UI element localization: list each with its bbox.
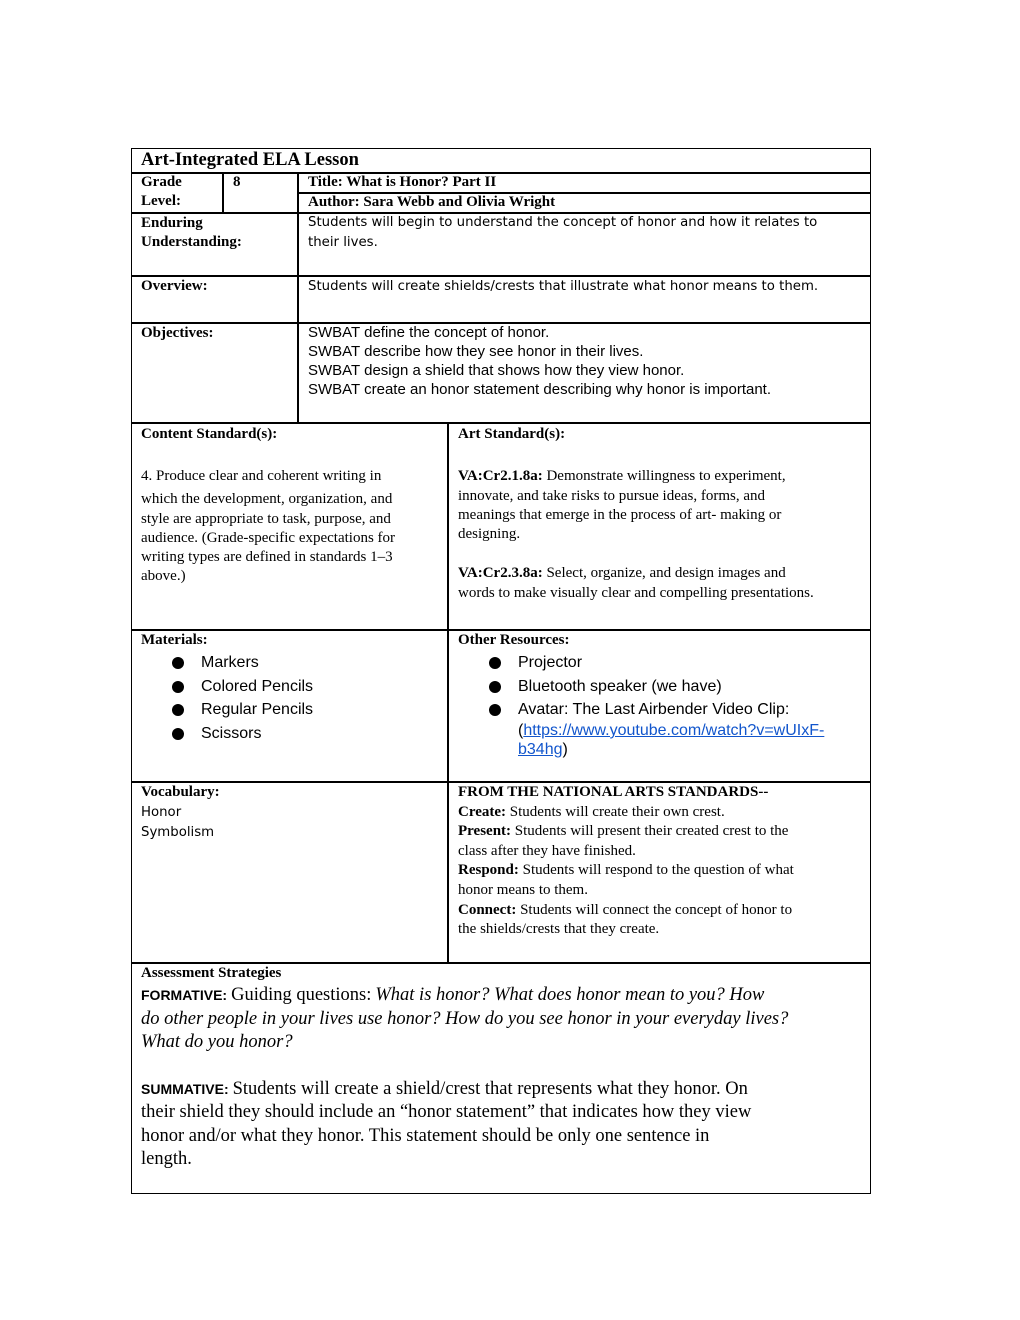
connect-label: Connect: bbox=[458, 902, 517, 918]
formative-questions-cont: do other people in your lives use honor? How do you see honor in your everyday lives? bbox=[141, 1009, 789, 1029]
present-line bbox=[458, 823, 788, 840]
summative-text-cont: their shield they should include an “honor statement” that indicates how they view bbox=[141, 1102, 752, 1122]
resource-item: Avatar: The Last Airbender Video Clip: bbox=[518, 701, 790, 718]
material-item: Colored Pencils bbox=[201, 678, 314, 695]
rule-objectives bbox=[131, 422, 871, 424]
content-standard-line: 4. Produce clear and coherent writing in bbox=[141, 468, 382, 484]
bullet-icon bbox=[489, 681, 501, 693]
vocabulary-item: Honor bbox=[141, 805, 182, 820]
create-line bbox=[458, 804, 725, 821]
resource-item: Bluetooth speaker (we have) bbox=[518, 678, 722, 695]
formative-questions: What is honor? What does honor mean to you? How bbox=[375, 985, 765, 1005]
art-standard-line: meanings that emerge in the process of art- making or bbox=[458, 507, 782, 523]
art-standard-line: words to make visually clear and compelling presentations. bbox=[458, 585, 814, 601]
content-standard-line: style are appropriate to task, purpose, and bbox=[141, 511, 391, 527]
enduring-label-cont: Understanding: bbox=[141, 234, 242, 250]
rule-vocabulary bbox=[131, 962, 871, 964]
respond-cont: honor means to them. bbox=[458, 882, 588, 898]
vocabulary-label: Vocabulary: bbox=[141, 784, 220, 800]
grade-label-cont: Level: bbox=[141, 193, 181, 209]
content-standard-line: which the development, organization, and bbox=[141, 491, 393, 507]
video-link[interactable]: https://www.youtube.com/watch?v=wUIxF- bbox=[523, 722, 825, 739]
art-standard-line: innovate, and take risks to pursue ideas, forms, and bbox=[458, 488, 766, 504]
rule-mid-column bbox=[447, 422, 449, 962]
bullet-icon bbox=[489, 704, 501, 716]
video-link-line bbox=[518, 722, 824, 740]
create-label: Create: bbox=[458, 804, 507, 820]
rule-standards bbox=[131, 629, 871, 631]
resource-item: Projector bbox=[518, 654, 583, 671]
formative-lead: Guiding questions: bbox=[231, 985, 372, 1005]
material-item: Regular Pencils bbox=[201, 701, 314, 718]
objective-item: SWBAT design a shield that shows how they view honor. bbox=[308, 362, 685, 379]
overview-label: Overview: bbox=[141, 278, 208, 294]
respond-text: Students will respond to the question of what bbox=[522, 862, 794, 878]
resources-label: Other Resources: bbox=[458, 632, 570, 648]
objectives-label: Objectives: bbox=[141, 325, 214, 341]
content-standard-line: writing types are defined in standards 1–3 bbox=[141, 549, 393, 565]
respond-line bbox=[458, 862, 794, 879]
summative-text-cont: honor and/or what they honor. This statement should be only one sentence in bbox=[141, 1126, 710, 1146]
lesson-heading: Art-Integrated ELA Lesson bbox=[141, 150, 359, 170]
respond-label: Respond: bbox=[458, 862, 519, 878]
art-standard-code: VA:Cr2.1.8a: bbox=[458, 468, 543, 484]
material-item: Scissors bbox=[201, 725, 262, 742]
lesson-author: Author: Sara Webb and Olivia Wright bbox=[308, 194, 556, 210]
material-item: Markers bbox=[201, 654, 259, 671]
art-standard-line: designing. bbox=[458, 526, 521, 542]
materials-label: Materials: bbox=[141, 632, 208, 648]
objective-item: SWBAT define the concept of honor. bbox=[308, 324, 550, 341]
video-link-cont[interactable]: b34hg bbox=[518, 741, 563, 758]
objective-item: SWBAT describe how they see honor in their lives. bbox=[308, 343, 644, 360]
content-standard-line: audience. (Grade-specific expectations for bbox=[141, 530, 396, 546]
art-standard-code: VA:Cr2.3.8a: bbox=[458, 565, 543, 581]
create-text: Students will create their own crest. bbox=[509, 804, 725, 820]
formative-line bbox=[141, 985, 764, 1006]
present-text: Students will present their created crest to the bbox=[514, 823, 789, 839]
rule-materials bbox=[131, 781, 871, 783]
present-label: Present: bbox=[458, 823, 512, 839]
rule-label-column bbox=[297, 172, 299, 422]
summative-text-cont: length. bbox=[141, 1149, 192, 1169]
lesson-title: Title: What is Honor? Part II bbox=[308, 174, 497, 190]
summative-label: SUMMATIVE: bbox=[141, 1081, 229, 1097]
bullet-icon bbox=[172, 728, 184, 740]
formative-questions-cont: What do you honor? bbox=[141, 1032, 293, 1052]
rule-heading bbox=[131, 172, 871, 174]
content-standards-label: Content Standard(s): bbox=[141, 426, 278, 442]
assessment-heading: Assessment Strategies bbox=[141, 965, 282, 981]
present-cont: class after they have finished. bbox=[458, 843, 636, 859]
art-standard-1 bbox=[458, 468, 786, 485]
connect-cont: the shields/crests that they create. bbox=[458, 921, 660, 937]
art-standard-text: Demonstrate willingness to experiment, bbox=[546, 468, 786, 484]
content-standard-line: above.) bbox=[141, 568, 186, 584]
grade-label: Grade bbox=[141, 174, 182, 190]
rule-enduring bbox=[131, 275, 871, 277]
formative-label: FORMATIVE: bbox=[141, 987, 228, 1003]
video-link-line-cont bbox=[518, 741, 568, 759]
art-standard-2 bbox=[458, 565, 786, 582]
enduring-text: their lives. bbox=[308, 235, 378, 250]
rule-grade-divider bbox=[222, 172, 224, 212]
enduring-text: Students will begin to understand the concept of honor and how it relates to bbox=[308, 215, 818, 230]
objective-item: SWBAT create an honor statement describing why honor is important. bbox=[308, 381, 772, 398]
overview-text: Students will create shields/crests that illustrate what honor means to them. bbox=[308, 279, 819, 294]
link-paren-open: ( bbox=[518, 722, 524, 739]
link-paren-close: ) bbox=[562, 741, 568, 758]
bullet-icon bbox=[172, 681, 184, 693]
vocabulary-item: Symbolism bbox=[141, 825, 215, 840]
art-standards-label: Art Standard(s): bbox=[458, 426, 566, 442]
grade-value: 8 bbox=[233, 174, 241, 190]
rule-grade bbox=[131, 212, 298, 214]
summative-text: Students will create a shield/crest that represents what they honor. On bbox=[232, 1079, 748, 1099]
bullet-icon bbox=[172, 704, 184, 716]
art-standard-text: Select, organize, and design images and bbox=[546, 565, 786, 581]
bullet-icon bbox=[489, 657, 501, 669]
rule-author bbox=[298, 212, 871, 214]
bullet-icon bbox=[172, 657, 184, 669]
connect-text: Students will connect the concept of honor to bbox=[520, 902, 793, 918]
summative-line bbox=[141, 1079, 748, 1100]
national-standards-heading: FROM THE NATIONAL ARTS STANDARDS-- bbox=[458, 784, 769, 800]
enduring-label: Enduring bbox=[141, 215, 203, 231]
connect-line bbox=[458, 902, 792, 919]
